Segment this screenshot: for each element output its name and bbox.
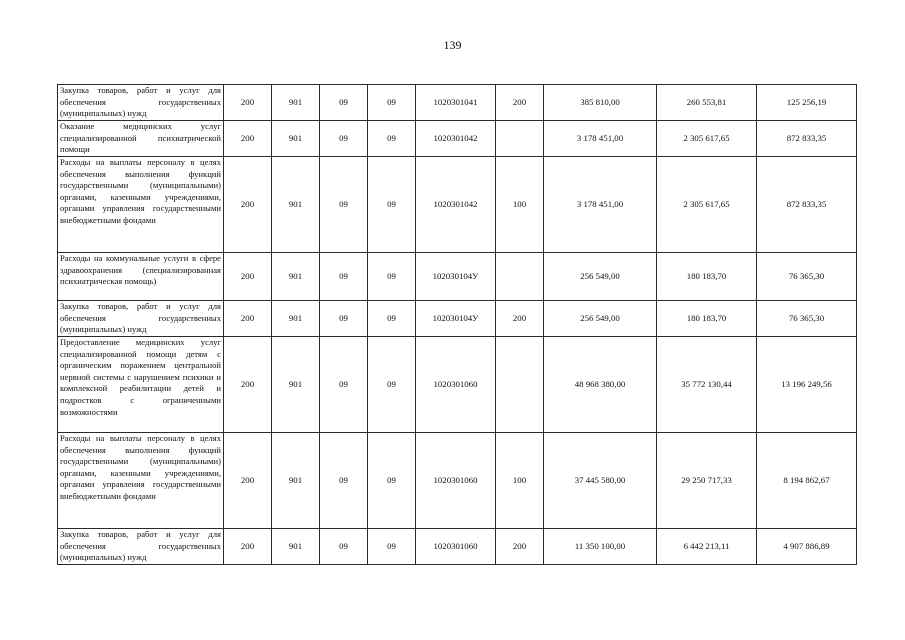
- cell-chapter: 09: [320, 121, 368, 157]
- cell-expense-type: 200: [496, 85, 544, 121]
- cell-ministry: 901: [272, 253, 320, 301]
- cell-subsection: 09: [368, 529, 416, 565]
- cell-remaining-amount: 872 833,35: [757, 157, 857, 253]
- cell-actual-amount: 2 305 617,65: [657, 121, 757, 157]
- cell-target-code: 1020301060: [416, 529, 496, 565]
- cell-actual-amount: 35 772 130,44: [657, 337, 757, 433]
- cell-name: Расходы на выплаты персоналу в целях обеспечения выполнения функций государственными (муниципальными) органами, казенными учреждениями, органами управления государственными внебюджетными фондами: [58, 433, 224, 529]
- cell-ministry: 901: [272, 301, 320, 337]
- cell-planned-amount: 385 810,00: [544, 85, 657, 121]
- table-row: [58, 121, 857, 157]
- cell-actual-amount: 180 183,70: [657, 253, 757, 301]
- cell-chapter: 09: [320, 157, 368, 253]
- cell-section: 200: [224, 529, 272, 565]
- cell-planned-amount: 37 445 580,00: [544, 433, 657, 529]
- cell-planned-amount: 3 178 451,00: [544, 157, 657, 253]
- table-row: [58, 301, 857, 337]
- cell-chapter: 09: [320, 253, 368, 301]
- cell-target-code: 1020301060: [416, 433, 496, 529]
- cell-remaining-amount: 8 194 862,67: [757, 433, 857, 529]
- cell-name: Расходы на коммунальные услуги в сфере здравоохранения (специализированная психиатрическая помощь): [58, 253, 224, 301]
- cell-target-code: 1020301042: [416, 121, 496, 157]
- cell-section: 200: [224, 337, 272, 433]
- cell-name: Закупка товаров, работ и услуг для обеспечения государственных (муниципальных) нужд: [58, 301, 224, 337]
- cell-ministry: 901: [272, 433, 320, 529]
- cell-section: 200: [224, 301, 272, 337]
- cell-remaining-amount: 125 256,19: [757, 85, 857, 121]
- table-row: [58, 529, 857, 565]
- budget-table: [57, 84, 857, 565]
- cell-planned-amount: 256 549,00: [544, 301, 657, 337]
- cell-actual-amount: 260 553,81: [657, 85, 757, 121]
- cell-subsection: 09: [368, 121, 416, 157]
- cell-ministry: 901: [272, 337, 320, 433]
- cell-ministry: 901: [272, 121, 320, 157]
- cell-actual-amount: 29 250 717,33: [657, 433, 757, 529]
- table-row: [58, 157, 857, 253]
- cell-subsection: 09: [368, 433, 416, 529]
- cell-name: Расходы на выплаты персоналу в целях обеспечения выполнения функций государственными (муниципальными) органами, казенными учреждениями, органами управления государственными внебюджетными фондами: [58, 157, 224, 253]
- cell-remaining-amount: 872 833,35: [757, 121, 857, 157]
- cell-expense-type: 100: [496, 433, 544, 529]
- cell-name: Оказание медицинских услуг специализированной психиатрической помощи: [58, 121, 224, 157]
- cell-section: 200: [224, 253, 272, 301]
- cell-name: Закупка товаров, работ и услуг для обеспечения государственных (муниципальных) нужд: [58, 529, 224, 565]
- cell-remaining-amount: 4 907 886,89: [757, 529, 857, 565]
- cell-planned-amount: 48 968 380,00: [544, 337, 657, 433]
- cell-ministry: 901: [272, 157, 320, 253]
- cell-planned-amount: 3 178 451,00: [544, 121, 657, 157]
- cell-expense-type: [496, 253, 544, 301]
- cell-chapter: 09: [320, 337, 368, 433]
- cell-target-code: 102030104У: [416, 253, 496, 301]
- cell-name: Закупка товаров, работ и услуг для обеспечения государственных (муниципальных) нужд: [58, 85, 224, 121]
- table-row: [58, 85, 857, 121]
- cell-section: 200: [224, 85, 272, 121]
- table-row: [58, 253, 857, 301]
- cell-planned-amount: 11 350 100,00: [544, 529, 657, 565]
- cell-chapter: 09: [320, 301, 368, 337]
- page-number: 139: [443, 38, 462, 52]
- cell-remaining-amount: 76 365,30: [757, 253, 857, 301]
- cell-expense-type: [496, 337, 544, 433]
- cell-target-code: 1020301041: [416, 85, 496, 121]
- cell-chapter: 09: [320, 529, 368, 565]
- cell-subsection: 09: [368, 337, 416, 433]
- cell-subsection: 09: [368, 157, 416, 253]
- cell-expense-type: 100: [496, 157, 544, 253]
- cell-expense-type: [496, 121, 544, 157]
- cell-subsection: 09: [368, 253, 416, 301]
- table-row: [58, 433, 857, 529]
- cell-expense-type: 200: [496, 529, 544, 565]
- cell-chapter: 09: [320, 433, 368, 529]
- cell-section: 200: [224, 433, 272, 529]
- cell-chapter: 09: [320, 85, 368, 121]
- cell-section: 200: [224, 157, 272, 253]
- table-row: [58, 337, 857, 433]
- cell-target-code: 1020301060: [416, 337, 496, 433]
- cell-name: Предоставление медицинских услуг специализированной помощи детям с органическим поражением центральной нервной системы с нарушением психики и комплексной реабилитации детей и подростков с ограниченными возможностями: [58, 337, 224, 433]
- cell-target-code: 1020301042: [416, 157, 496, 253]
- cell-remaining-amount: 13 196 249,56: [757, 337, 857, 433]
- cell-planned-amount: 256 549,00: [544, 253, 657, 301]
- cell-actual-amount: 2 305 617,65: [657, 157, 757, 253]
- cell-section: 200: [224, 121, 272, 157]
- cell-target-code: 102030104У: [416, 301, 496, 337]
- cell-ministry: 901: [272, 85, 320, 121]
- cell-remaining-amount: 76 365,30: [757, 301, 857, 337]
- cell-actual-amount: 6 442 213,11: [657, 529, 757, 565]
- cell-subsection: 09: [368, 301, 416, 337]
- cell-expense-type: 200: [496, 301, 544, 337]
- cell-subsection: 09: [368, 85, 416, 121]
- cell-ministry: 901: [272, 529, 320, 565]
- cell-actual-amount: 180 183,70: [657, 301, 757, 337]
